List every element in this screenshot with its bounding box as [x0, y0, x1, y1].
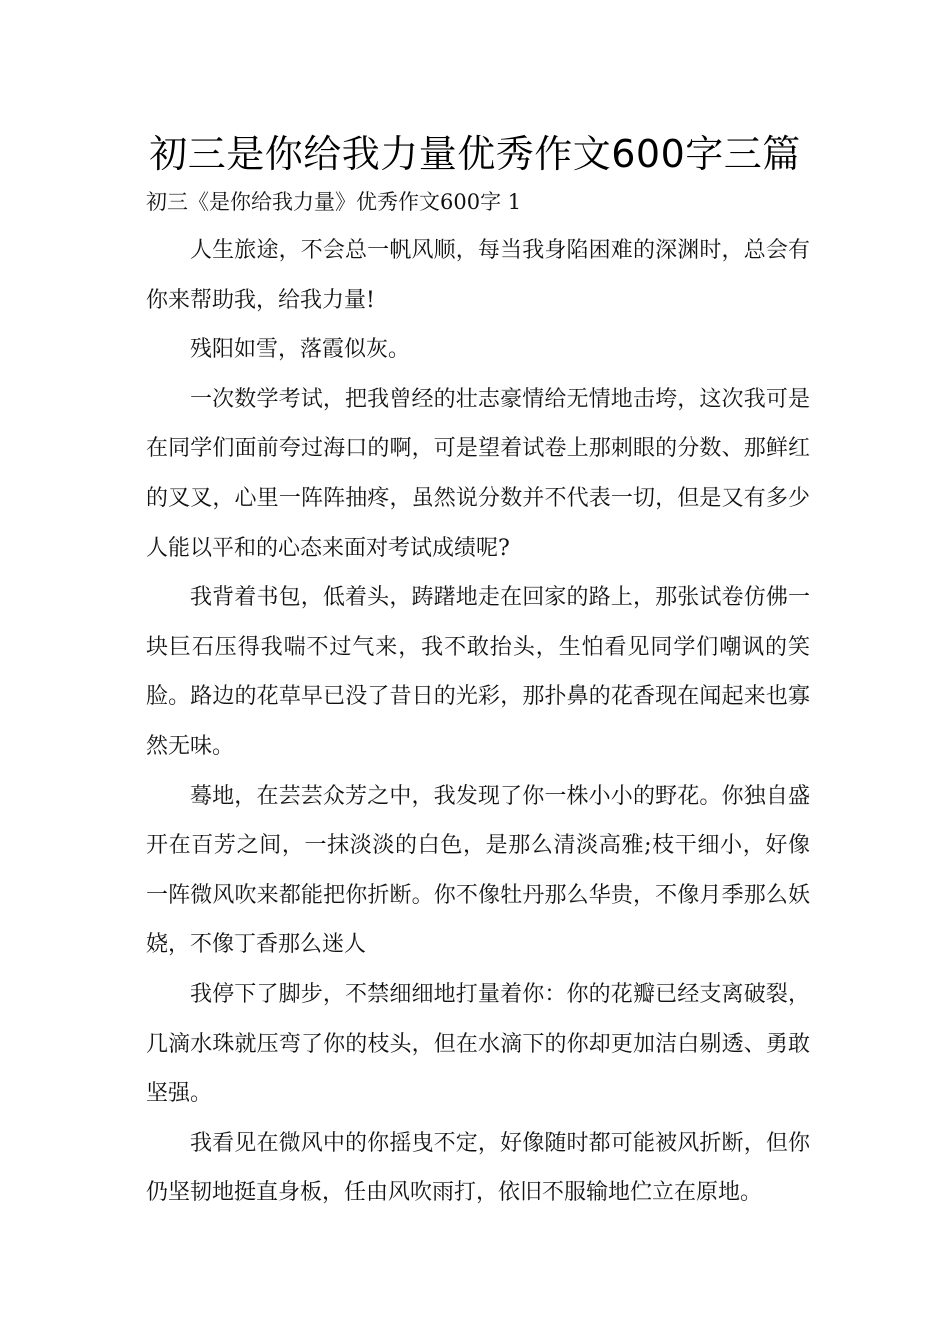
paragraph: 我看见在微风中的你摇曳不定，好像随时都可能被风折断，但你仍坚韧地挺直身板，任由风吹雨打，依旧不服输地伫立在原地。 [146, 1130, 810, 1206]
paragraph: 我停下了脚步，不禁细细地打量着你：你的花瓣已经支离破裂，几滴水珠就压弯了你的枝头，但在水滴下的你却更加洁白剔透、勇敢坚强。 [146, 981, 810, 1107]
document-body [146, 226, 810, 1218]
paragraph: 我背着书包，低着头，踌躇地走在回家的路上，那张试卷仿佛一块巨石压得我喘不过气来，我不敢抬头，生怕看见同学们嘲讽的笑脸。路边的花草早已没了昔日的光彩，那扑鼻的花香现在闻起来也寡然无味。 [146, 585, 810, 759]
document-subtitle: 初三《是你给我力量》优秀作文600字 1 [146, 190, 522, 214]
document-title: 初三是你给我力量优秀作文600字三篇 [149, 132, 801, 176]
paragraph: 残阳如雪，落霞似灰。 [190, 337, 411, 363]
paragraph: 蓦地，在芸芸众芳之中，我发现了你一株小小的野花。你独自盛开在百芳之间，一抹淡淡的白色，是那么清淡高雅;枝干细小，好像一阵微风吹来都能把你折断。你不像牡丹那么华贵，不像月季那么妖娆，不像丁香那么迷人 [146, 783, 810, 958]
paragraph: 一次数学考试，把我曾经的壮志豪情给无情地击垮，这次我可是在同学们面前夸过海口的啊，可是望着试卷上那刺眼的分数、那鲜红的叉叉，心里一阵阵抽疼，虽然说分数并不代表一切，但是又有多少人能以平和的心态来面对考试成绩呢? [146, 386, 810, 561]
paragraph: 人生旅途，不会总一帆风顺，每当我身陷困难的深渊时，总会有你来帮助我，给我力量! [146, 238, 810, 313]
